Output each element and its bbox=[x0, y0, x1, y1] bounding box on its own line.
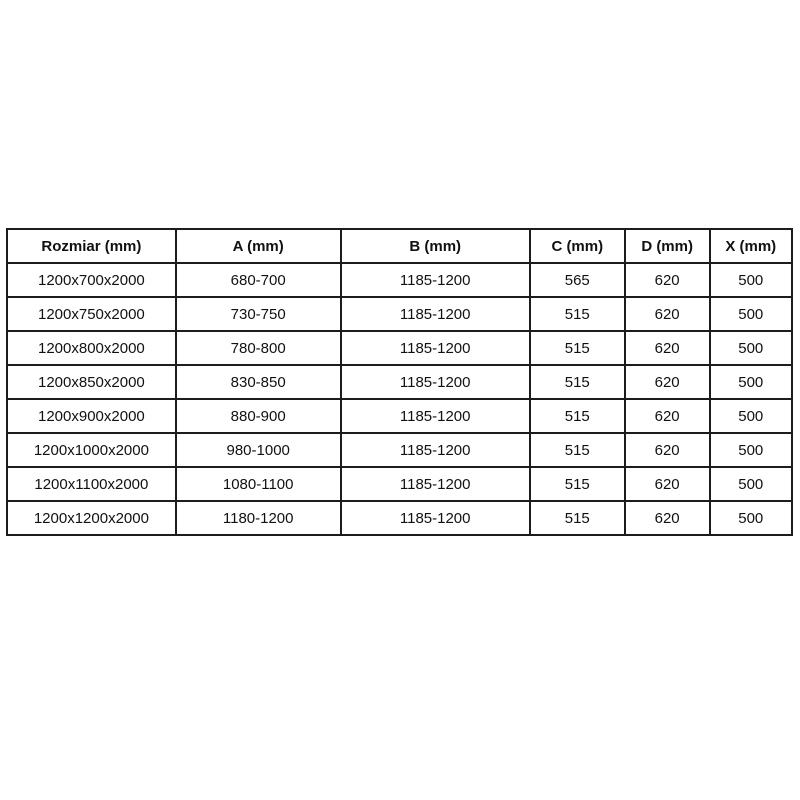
table-cell: 1185-1200 bbox=[341, 331, 530, 365]
table-cell: 500 bbox=[710, 433, 792, 467]
table-row bbox=[7, 263, 792, 297]
table-cell: 780-800 bbox=[176, 331, 341, 365]
column-header: X (mm) bbox=[710, 229, 792, 263]
table-cell: 620 bbox=[625, 365, 710, 399]
column-header: A (mm) bbox=[176, 229, 341, 263]
table-cell: 680-700 bbox=[176, 263, 341, 297]
table-header-row bbox=[7, 229, 792, 263]
table-cell: 620 bbox=[625, 331, 710, 365]
table-cell: 1200x800x2000 bbox=[7, 331, 176, 365]
table-cell: 1200x1200x2000 bbox=[7, 501, 176, 535]
table-row bbox=[7, 331, 792, 365]
table-row bbox=[7, 365, 792, 399]
table-cell: 500 bbox=[710, 263, 792, 297]
table-cell: 500 bbox=[710, 467, 792, 501]
table-cell: 1200x700x2000 bbox=[7, 263, 176, 297]
table-row bbox=[7, 467, 792, 501]
table-cell: 500 bbox=[710, 331, 792, 365]
table-cell: 1080-1100 bbox=[176, 467, 341, 501]
table-row bbox=[7, 501, 792, 535]
table-cell: 1185-1200 bbox=[341, 433, 530, 467]
table-cell: 565 bbox=[530, 263, 625, 297]
table-row bbox=[7, 297, 792, 331]
table-cell: 830-850 bbox=[176, 365, 341, 399]
column-header: Rozmiar (mm) bbox=[7, 229, 176, 263]
table-cell: 1185-1200 bbox=[341, 365, 530, 399]
table-cell: 730-750 bbox=[176, 297, 341, 331]
table-cell: 1180-1200 bbox=[176, 501, 341, 535]
table-cell: 1185-1200 bbox=[341, 501, 530, 535]
table-cell: 1200x900x2000 bbox=[7, 399, 176, 433]
table-cell: 515 bbox=[530, 297, 625, 331]
table-cell: 1185-1200 bbox=[341, 399, 530, 433]
table-cell: 515 bbox=[530, 433, 625, 467]
dimensions-table bbox=[6, 228, 793, 536]
table-cell: 620 bbox=[625, 467, 710, 501]
table-cell: 620 bbox=[625, 433, 710, 467]
table-cell: 880-900 bbox=[176, 399, 341, 433]
table-cell: 1185-1200 bbox=[341, 467, 530, 501]
table-row bbox=[7, 433, 792, 467]
table-cell: 1185-1200 bbox=[341, 297, 530, 331]
table-cell: 620 bbox=[625, 501, 710, 535]
table-cell: 620 bbox=[625, 399, 710, 433]
table-row bbox=[7, 399, 792, 433]
column-header: B (mm) bbox=[341, 229, 530, 263]
table-cell: 1200x850x2000 bbox=[7, 365, 176, 399]
table-cell: 500 bbox=[710, 365, 792, 399]
table-cell: 515 bbox=[530, 365, 625, 399]
table-cell: 515 bbox=[530, 399, 625, 433]
table-cell: 500 bbox=[710, 501, 792, 535]
table-cell: 515 bbox=[530, 331, 625, 365]
table-cell: 1185-1200 bbox=[341, 263, 530, 297]
table-body bbox=[7, 263, 792, 535]
table-cell: 620 bbox=[625, 263, 710, 297]
table-cell: 515 bbox=[530, 467, 625, 501]
table-cell: 620 bbox=[625, 297, 710, 331]
table-cell: 515 bbox=[530, 501, 625, 535]
table-cell: 500 bbox=[710, 297, 792, 331]
table-cell: 980-1000 bbox=[176, 433, 341, 467]
table-cell: 1200x1000x2000 bbox=[7, 433, 176, 467]
table-cell: 500 bbox=[710, 399, 792, 433]
table-cell: 1200x1100x2000 bbox=[7, 467, 176, 501]
table-cell: 1200x750x2000 bbox=[7, 297, 176, 331]
column-header: C (mm) bbox=[530, 229, 625, 263]
column-header: D (mm) bbox=[625, 229, 710, 263]
